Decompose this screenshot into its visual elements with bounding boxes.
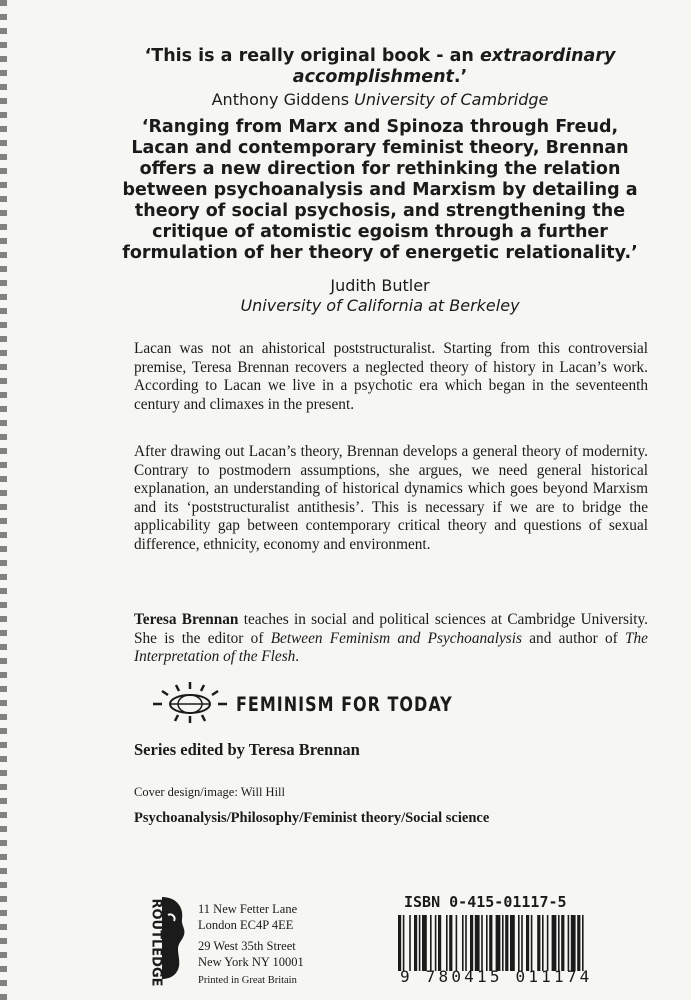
endorsement-attribution-giddens: Anthony Giddens University of Cambridge xyxy=(211,90,549,109)
barcode xyxy=(396,915,658,971)
address-line: 11 New Fetter Lane xyxy=(198,902,298,916)
endorsement-quote-butler: ‘Ranging from Marx and Spinoza through Freud, Lacan and contemporary feminist theory, Brennan offers a new direction for rethinking the relation between psychoanalysis and Marxism by detailing a theory of social psychosis, and strengthening the critique of atomistic egoism through a further formulation of her theory of energetic relationality.’ xyxy=(122,117,638,263)
endorsement-quote-giddens: ‘This is a really original book - an extraordinary accomplishment.’ xyxy=(144,46,616,87)
cover-credit: Cover design/image: Will Hill xyxy=(134,785,285,799)
publisher-name: ROUTLEDGE xyxy=(148,898,164,987)
ean-number: 9 780415 011174 xyxy=(400,967,593,986)
page-edge xyxy=(0,0,7,1000)
address-line: 29 West 35th Street xyxy=(198,939,296,953)
publisher-address xyxy=(198,902,304,989)
endorsement-attribution-butler xyxy=(120,276,640,316)
endorsement-affiliation: University of California at Berkeley xyxy=(240,296,520,315)
series-editor: Series edited by Teresa Brennan xyxy=(134,740,360,759)
subject-categories: Psychoanalysis/Philosophy/Feminist theory/Social science xyxy=(134,810,490,826)
printed-in: Printed in Great Britain xyxy=(198,975,297,986)
endorsement-author: Judith Butler xyxy=(330,276,430,295)
author-bio: Teresa Brennan teaches in social and political sciences at Cambridge University. She is the editor of Between Feminism and Psychoanalysis and author of The Interpretation of the Flesh. xyxy=(134,611,648,666)
description-paragraph-2: After drawing out Lacan’s theory, Brennan develops a general theory of modernity. Contrary to postmodern assumptions, she argues, we need general historical explanation, an understanding of historical dynamics which goes beyond Marxism and its ‘poststructuralist antithesis’. This is necessary if we are to bridge the applicability gap between contemporary critical theory and questions of sexual difference, ethnicity, economy and environment. xyxy=(134,443,648,553)
isbn-number: ISBN 0-415-01117-5 xyxy=(404,893,567,911)
description-paragraph-1: Lacan was not an ahistorical poststructuralist. Starting from this controversial premise, Teresa Brennan recovers a neglected theory of history in Lacan’s work. According to Lacan we live in a psychotic era which began in the seventeenth century and climaxes in the present. xyxy=(134,340,648,413)
globe-sunburst-icon xyxy=(150,680,230,724)
series-name: FEMINISM FOR TODAY xyxy=(236,693,453,716)
address-line: New York NY 10001 xyxy=(198,954,304,969)
address-line: London EC4P 4EE xyxy=(198,917,294,932)
